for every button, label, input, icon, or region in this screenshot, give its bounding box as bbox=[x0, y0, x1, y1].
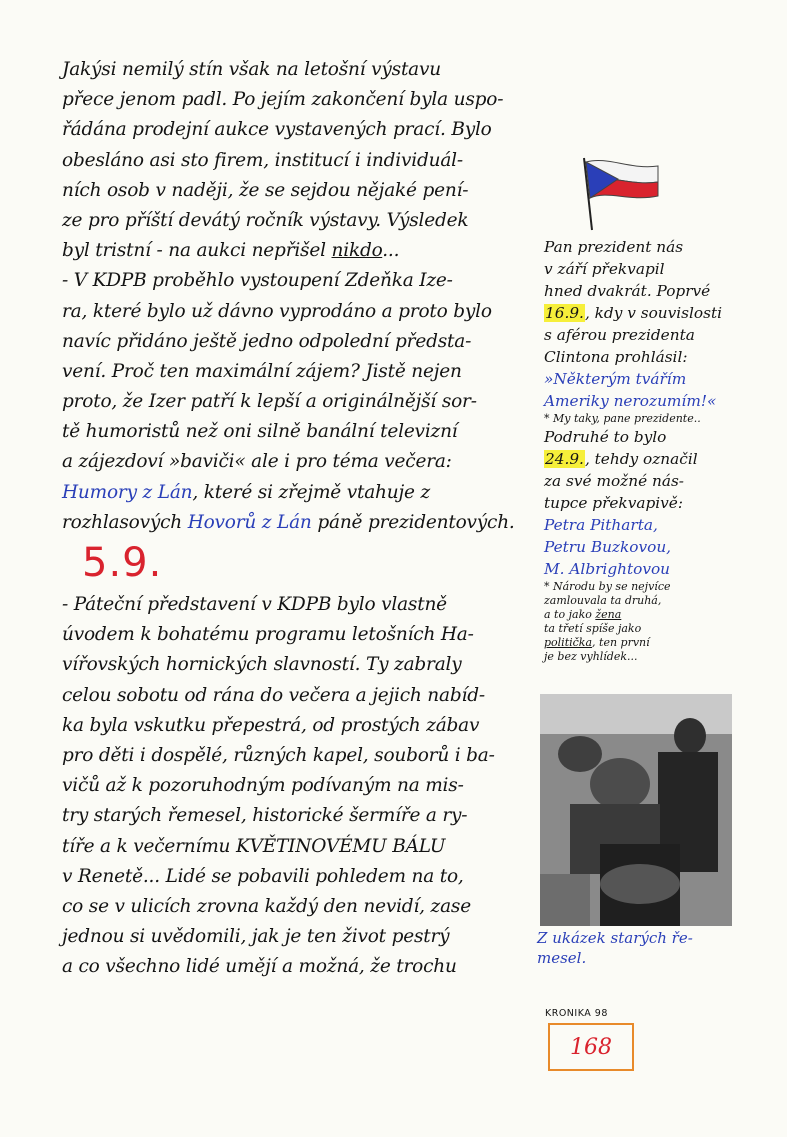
text-line: celou sobotu od rána do večera a jejich nabíd- bbox=[62, 684, 485, 706]
text-segment: páně prezidentových. bbox=[317, 511, 515, 533]
quote-line: Ameriky nerozumím!« bbox=[544, 392, 717, 410]
text-line: vičů až k pozoruhodným podívaným na mis- bbox=[62, 775, 464, 797]
text-segment: , které si zřejmě vtahuje z bbox=[192, 481, 430, 503]
text-segment: , kdy v souvislosti bbox=[584, 304, 723, 322]
text-line: pro děti i dospělé, různých kapel, souborů i ba- bbox=[62, 744, 495, 766]
text-line: - V KDPB proběhlo vystoupení Zdeňka Ize- bbox=[62, 270, 453, 292]
side-line: v září překvapil bbox=[544, 260, 665, 278]
text-line: řádána prodejní aukce vystavených prací. Bylo bbox=[62, 119, 492, 141]
text-line: ra, které bylo už dávno vyprodáno a proto bylo bbox=[62, 300, 492, 322]
photo-caption bbox=[537, 928, 737, 968]
text-line: ze pro příští devátý ročník výstavy. Výsledek bbox=[62, 209, 469, 231]
text-line: proto, že Izer patří k lepší a originálnější sor- bbox=[62, 391, 477, 413]
text-line: přece jenom padl. Po jejím zakončení byla uspo- bbox=[62, 89, 504, 111]
text-segment: rozhlasových bbox=[62, 511, 182, 533]
text-line bbox=[62, 508, 540, 538]
text-segment: byl tristní - na aukci nepřišel bbox=[62, 240, 326, 262]
text-line: úvodem k bohatému programu letošních Ha- bbox=[62, 624, 474, 646]
sidebar-note bbox=[544, 236, 769, 664]
date-highlight: 16.9. bbox=[545, 304, 584, 322]
note-line: * My taky, pane prezidente.. bbox=[544, 412, 701, 425]
side-line bbox=[544, 302, 769, 324]
nikdo-underlined: nikdo bbox=[331, 240, 383, 262]
text-line: a zájezdoví »baviči« ale i pro téma večera: bbox=[62, 451, 452, 473]
side-line: hned dvakrát. Poprvé bbox=[544, 282, 711, 300]
text-segment: a to jako bbox=[544, 608, 592, 621]
hovory-title: Hovorů z Lán bbox=[187, 511, 312, 533]
name-line: Petra Pitharta, bbox=[544, 516, 658, 534]
side-line: Clintona prohlásil: bbox=[544, 348, 688, 366]
text-line bbox=[62, 478, 540, 508]
quote-line: »Některým tvářím bbox=[544, 370, 687, 388]
text-line: obesláno asi sto firem, institucí i individuál- bbox=[62, 149, 463, 171]
text-segment: ... bbox=[382, 240, 400, 262]
caption-line: mesel. bbox=[537, 949, 587, 967]
note-line bbox=[544, 608, 769, 622]
text-line bbox=[62, 236, 540, 266]
text-line: try starých řemesel, historické šermíře a ry- bbox=[62, 805, 468, 827]
text-line: tíře a k večernímu KVĚTINOVÉMU BÁLU bbox=[62, 835, 446, 857]
text-line: tě humoristů než oni silně banální televizní bbox=[62, 421, 458, 443]
page-number: 168 bbox=[548, 1023, 634, 1071]
main-text-column-2 bbox=[62, 590, 540, 982]
note-line: * Národu by se nejvíce bbox=[544, 580, 671, 593]
text-line: Jakýsi nemilý stín však na letošní výstavu bbox=[62, 59, 441, 80]
note-line bbox=[544, 636, 769, 650]
side-line bbox=[544, 448, 769, 470]
date-highlight: 24.9. bbox=[545, 450, 584, 468]
text-line: ka byla vskutku přepestrá, od prostých zábav bbox=[62, 714, 480, 736]
text-segment: , tehdy označil bbox=[584, 450, 698, 468]
photo-image bbox=[540, 694, 732, 926]
note-line: je bez vyhlídek... bbox=[544, 650, 638, 663]
note-line: ta třetí spíše jako bbox=[544, 622, 642, 635]
underlined-word: politička bbox=[544, 636, 593, 649]
text-line: vířovských hornických slavností. Ty zabraly bbox=[62, 654, 462, 676]
footnote bbox=[544, 580, 769, 664]
main-text-column-1 bbox=[62, 55, 540, 538]
text-line: v Renetě... Lidé se pobavili pohledem na to, bbox=[62, 865, 464, 887]
czech-flag-icon bbox=[578, 152, 664, 232]
name-line: Petru Buzkovou, bbox=[544, 538, 672, 556]
side-line: za své možné nás- bbox=[544, 472, 684, 490]
chronicle-label: KRONIKA 98 bbox=[545, 1008, 608, 1019]
footnote bbox=[544, 412, 769, 426]
text-line: ních osob v naději, že se sejdou nějaké pení- bbox=[62, 179, 469, 201]
note-line: zamlouvala ta druhá, bbox=[544, 594, 662, 607]
text-line: vení. Proč ten maximální zájem? Jistě nejen bbox=[62, 360, 462, 382]
underlined-word: žena bbox=[595, 608, 622, 621]
side-line: Podruhé to bylo bbox=[544, 428, 667, 446]
name-line: M. Albrightovou bbox=[544, 560, 671, 578]
side-line: Pan prezident nás bbox=[544, 238, 684, 256]
side-line: tupce překvapivě: bbox=[544, 494, 683, 512]
text-line: a co všechno lidé umějí a možná, že trochu bbox=[62, 956, 457, 978]
date-heading: 5.9. bbox=[82, 540, 163, 586]
craftsman-photo bbox=[540, 694, 732, 926]
text-line: co se v ulicích zrovna každý den nevidí, zase bbox=[62, 895, 471, 917]
text-line: navíc přidáno ještě jedno odpolední předsta- bbox=[62, 330, 472, 352]
text-line: jednou si uvědomili, jak je ten život pestrý bbox=[62, 926, 450, 948]
text-line: - Páteční představení v KDPB bylo vlastně bbox=[62, 594, 447, 615]
text-segment: , ten první bbox=[592, 636, 650, 649]
side-line: s aférou prezidenta bbox=[544, 326, 695, 344]
humory-title: Humory z Lán bbox=[62, 481, 193, 503]
caption-line: Z ukázek starých ře- bbox=[537, 929, 693, 947]
